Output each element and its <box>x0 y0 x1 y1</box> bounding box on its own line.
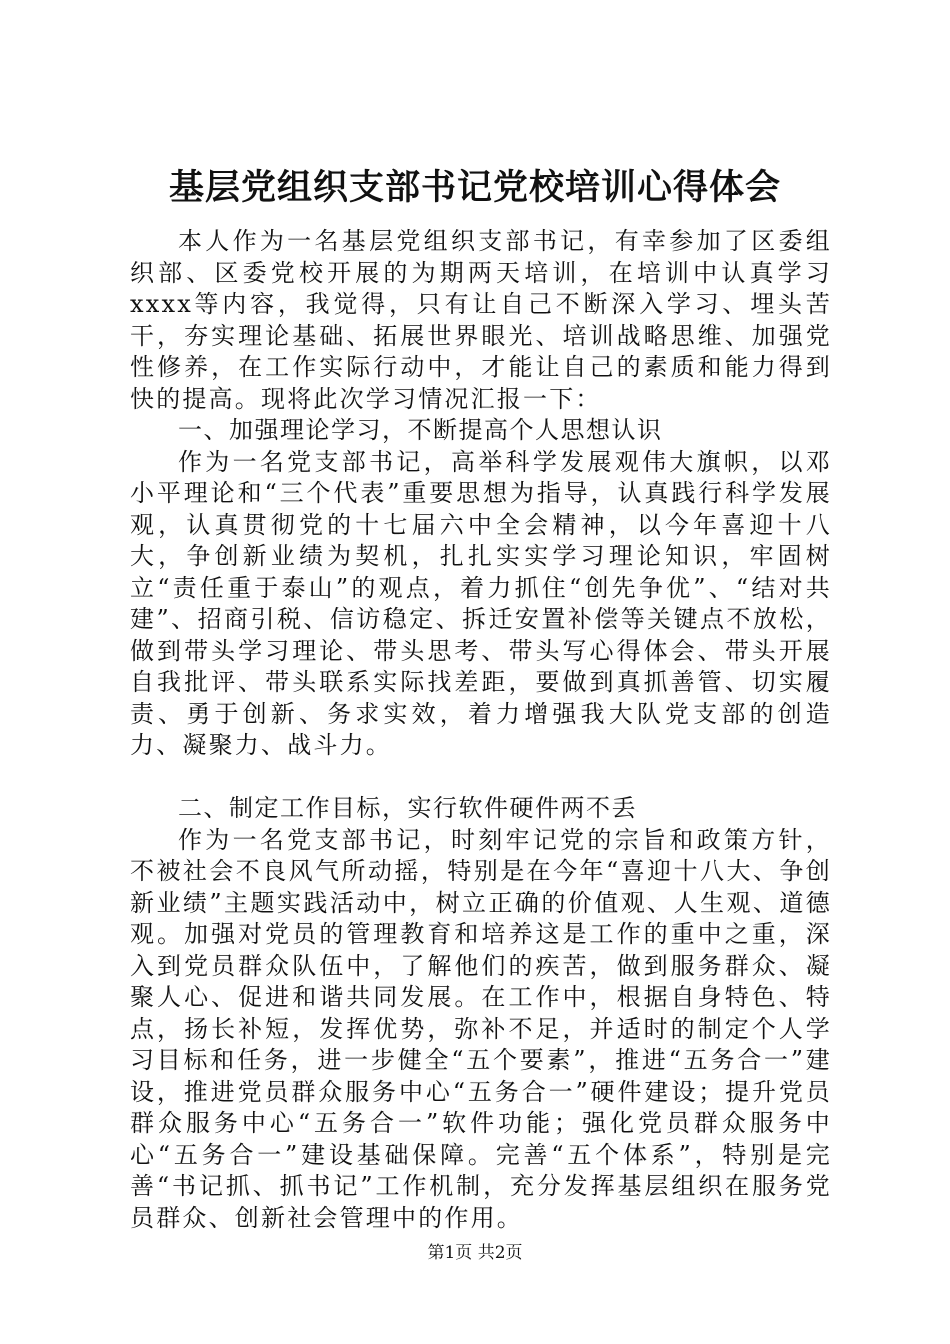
intro-paragraph: 本人作为一名基层党组织支部书记，有幸参加了区委组织部、区委党校开展的为期两天培训，在培训中认真学习xxxx等内容，我觉得，只有让自己不断深入学习、埋头苦干，夯实理论基础、拓展世界眼光、培训战略思维、加强党性修养，在工作实际行动中，才能让自己的素质和能力得到快的提高。现将此次学习情况汇报一下： <box>130 227 832 413</box>
document-page <box>130 150 832 1234</box>
paragraph-spacer <box>130 762 832 794</box>
section-2-heading: 二、制定工作目标，实行软件硬件两不丢 <box>178 794 637 822</box>
section-1-body: 作为一名党支部书记，高举科学发展观伟大旗帜，以邓小平理论和“三个代表”重要思想为指导，认真践行科学发展观，认真贯彻党的十七届六中全会精神，以今年喜迎十八大，争创新业绩为契机，扎扎实实学习理论知识，牢固树立“责任重于泰山”的观点，着力抓住“创先争优”、“结对共建”、招商引税、信访稳定、拆迁安置补偿等关键点不放松，做到带头学习理论、带头思考、带头写心得体会、带头开展自我批评、带头联系实际找差距，要做到真抓善管、切实履责、勇于创新、务求实效，着力增强我大队党支部的创造力、凝聚力、战斗力。 <box>130 447 832 759</box>
document-title: 基层党组织支部书记党校培训心得体会 <box>168 167 781 208</box>
page-number-footer: 第1页 共2页 <box>427 1243 523 1263</box>
section-1-heading: 一、加强理论学习，不断提高个人思想认识 <box>178 416 663 444</box>
section-2-body: 作为一名党支部书记，时刻牢记党的宗旨和政策方针，不被社会不良风气所动摇，特别是在今年“喜迎十八大、争创新业绩”主题实践活动中，树立正确的价值观、人生观、道德观。加强对党员的管理教育和培养这是工作的重中之重，深入到党员群众队伍中，了解他们的疾苦，做到服务群众、凝聚人心、促进和谐共同发展。在工作中，根据自身特色、特点，扬长补短，发挥优势，弥补不足，并适时的制定个人学习目标和任务，进一步健全“五个要素”，推进“五务合一”建设，推进党员群众服务中心“五务合一”硬件建设；提升党员群众服务中心“五务合一”软件功能；强化党员群众服务中心“五务合一”建设基础保障。完善“五个体系”，特别是完善“书记抓、抓书记”工作机制，充分发挥基层组织在服务党员群众、创新社会管理中的作用。 <box>130 825 832 1232</box>
